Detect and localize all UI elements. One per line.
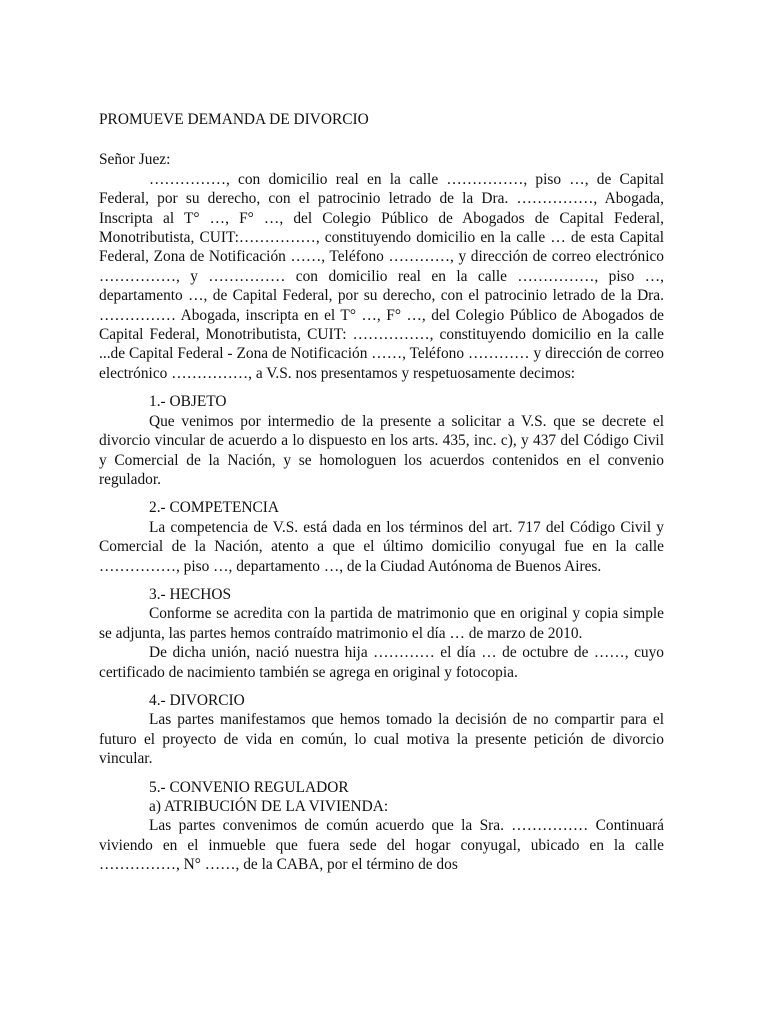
section-heading-divorcio: 4.- DIVORCIO [149, 691, 245, 709]
section-heading-competencia: 2.- COMPETENCIA [149, 499, 279, 517]
section-paragraph-objeto: Que venimos por intermedio de la presente a solicitar a V.S. que se decrete el divorcio vincular de acuerdo a lo dispuesto en los arts. 435, inc. c), y 437 del Código Civil y Comercial de la Nación, y se homologuen los acuerdos contenidos en el convenio regulador. [99, 412, 664, 488]
document-title: PROMUEVE DEMANDA DE DIVORCIO [99, 111, 369, 128]
section-paragraph-competencia: La competencia de V.S. está dada en los términos del art. 717 del Código Civil y Comercial de la Nación, atento a que el último domicilio conyugal fue en la calle ……………, piso …, departamento …, de la Ciudad Autónoma de Buenos Aires. [99, 518, 664, 575]
intro-paragraph: ……………, con domicilio real en la calle ……………, piso …, de Capital Federal, por su derecho, con el patrocinio letrado de la Dra. ……………, Abogada, Inscripta al T° …, F° …, del Colegio Público de Abogados de Capital Federal, Monotributista, CUIT:……………, constituyendo domicilio en la calle … de esta Capital Federal, Zona de Notificación ……, Teléfono …………, y dirección de correo electrónico ……………, y …………… con domicilio real en la calle ……………, piso …, departamento …, de Capital Federal, por su derecho, con el patrocinio letrado de la Dra. …………… Abogada, inscripta en el T° …, F° …, del Colegio Público de Abogados de Capital Federal, Monotributista, CUIT: ……………, constituyendo domicilio en la calle ...de Capital Federal - Zona de Notificación ……, Teléfono ………… y dirección de correo electrónico ……………, a V.S. nos presentamos y respetuosamente decimos: [99, 170, 664, 382]
section-heading-hechos: 3.- HECHOS [149, 585, 232, 603]
section-paragraph-hechos-1: Conforme se acredita con la partida de matrimonio que en original y copia simple se adjunta, las partes hemos contraído matrimonio el día … de marzo de 2010. [99, 605, 664, 642]
section-paragraph-convenio: Las partes convenimos de común acuerdo que la Sra. …………… Continuará viviendo en el inmueble que fuera sede del hogar conyugal, ubicado en la calle ……………, N° ……, de la CABA, por el término de dos [99, 817, 664, 874]
section-heading-convenio: 5.- CONVENIO REGULADOR [149, 778, 349, 796]
document-page [99, 110, 664, 875]
section-heading-objeto: 1.- OBJETO [149, 393, 227, 411]
salutation: Señor Juez: [99, 151, 171, 169]
section-paragraph-hechos-2: De dicha unión, nació nuestra hija ………… el día … de octubre de ……, cuyo certificado de nacimiento también se agrega en original y fotocopia. [99, 644, 664, 681]
section-paragraph-divorcio: Las partes manifestamos que hemos tomado la decisión de no compartir para el futuro el proyecto de vida en común, lo cual motiva la presente petición de divorcio vincular. [99, 711, 664, 768]
subheading-atribucion-vivienda: a) ATRIBUCIÓN DE LA VIVIENDA: [149, 798, 389, 815]
